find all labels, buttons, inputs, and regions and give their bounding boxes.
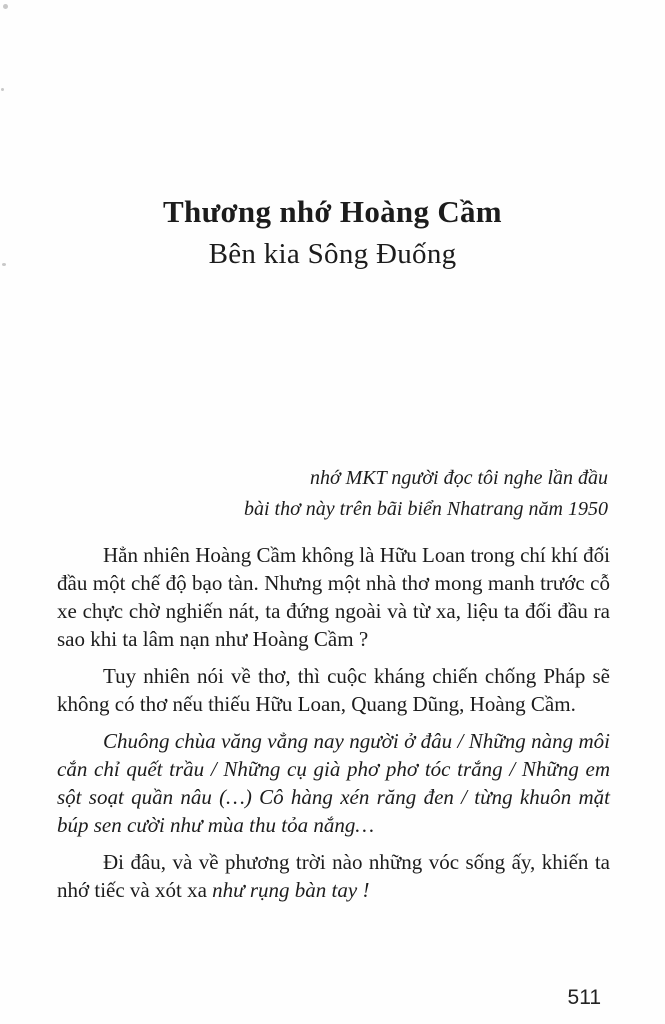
- page-number: 511: [567, 986, 601, 1009]
- paragraph-text: Đi đâu, và về phương trời nào những vóc sống ấy, khiến ta nhớ tiếc và xót xa: [57, 850, 610, 902]
- chapter-title-block: [0, 190, 665, 274]
- paragraph-text: Chuông chùa văng vẳng nay người ở đâu / Những nàng môi cắn chỉ quết trầu / Những cụ già phơ phơ tóc trắng / Những em sột soạt quần nâu (…) Cô hàng xén răng đen / từng khuôn mặt búp sen cười như mùa thu tỏa nắng…: [57, 729, 610, 837]
- paragraph: [57, 662, 610, 718]
- epigraph-line: bài thơ này trên bãi biển Nhatrang năm 1950: [244, 498, 608, 520]
- scan-speck: [3, 4, 8, 9]
- chapter-title: Thương nhớ Hoàng Cầm: [163, 194, 502, 229]
- paragraph-italic-tail: như rụng bàn tay !: [212, 878, 370, 902]
- body-text: [57, 541, 610, 913]
- paragraph: [57, 848, 610, 904]
- epigraph-line: nhớ MKT người đọc tôi nghe lần đầu: [310, 467, 608, 489]
- chapter-subtitle: Bên kia Sông Đuống: [208, 238, 457, 270]
- scan-speck: [1, 88, 4, 91]
- paragraph-quote: [57, 727, 610, 839]
- paragraph-text: Hẳn nhiên Hoàng Cầm không là Hữu Loan trong chí khí đối đầu một chế độ bạo tàn. Nhưng một nhà thơ mong manh trước cỗ xe chực chờ nghiến nát, ta đứng ngoài và từ xa, liệu ta đối đầu ra sao khi ta lâm nạn như Hoàng Cầm ?: [57, 543, 610, 651]
- epigraph: [244, 463, 608, 525]
- paragraph: [57, 541, 610, 653]
- paragraph-text: Tuy nhiên nói về thơ, thì cuộc kháng chiến chống Pháp sẽ không có thơ nếu thiếu Hữu Loan, Quang Dũng, Hoàng Cầm.: [57, 664, 610, 716]
